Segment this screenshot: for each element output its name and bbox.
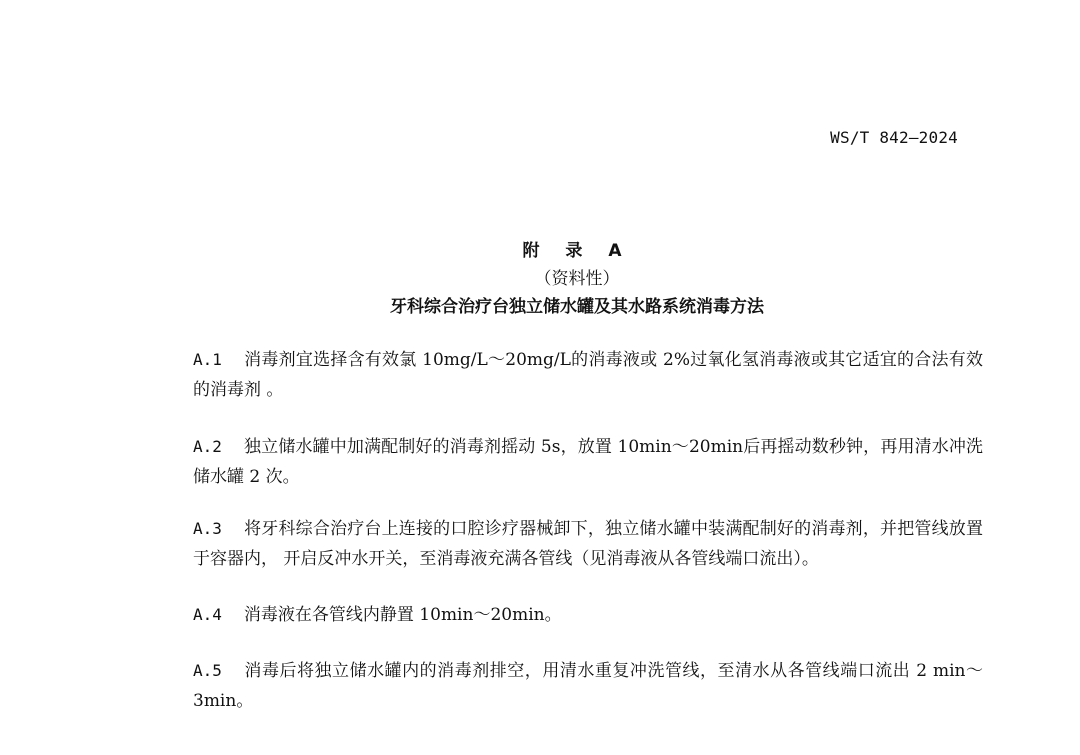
clause-text: 消毒液在各管线内静置 10min～20min。 [243, 605, 562, 625]
standard-code: WS/T 842—2024 [830, 128, 958, 147]
clause-text: 独立储水罐中加满配制好的消毒剂摇动 5s，放置 10min～20min后再摇动数秒钟，再用清水冲洗储水罐 2 次。 [193, 437, 983, 487]
clause-a4 [193, 600, 983, 630]
clause-number: A.3 [193, 519, 222, 538]
clause-number: A.1 [193, 350, 222, 369]
appendix-nature: （资料性） [534, 269, 620, 289]
clause-a1 [193, 345, 983, 405]
clause-number: A.2 [193, 437, 222, 456]
clause-number: A.4 [193, 605, 222, 624]
clause-a2 [193, 432, 983, 492]
clause-text: 消毒剂宜选择含有效氯 10mg/L～20mg/L的消毒液或 2%过氧化氢消毒液或其它适宜的合法有效的消毒剂 。 [193, 350, 983, 400]
clause-text: 消毒后将独立储水罐内的消毒剂排空，用清水重复冲洗管线，至清水从各管线端口流出 2 min～3min。 [193, 661, 983, 711]
appendix-title: 牙科综合治疗台独立储水罐及其水路系统消毒方法 [390, 297, 764, 317]
clause-a3 [193, 514, 983, 574]
appendix-label: 附 录 A [522, 241, 632, 261]
clause-number: A.5 [193, 661, 222, 680]
clause-a5 [193, 656, 983, 716]
clause-text: 将牙科综合治疗台上连接的口腔诊疗器械卸下，独立储水罐中装满配制好的消毒剂，并把管线放置于容器内， 开启反冲水开关，至消毒液充满各管线（见消毒液从各管线端口流出）。 [193, 519, 983, 569]
